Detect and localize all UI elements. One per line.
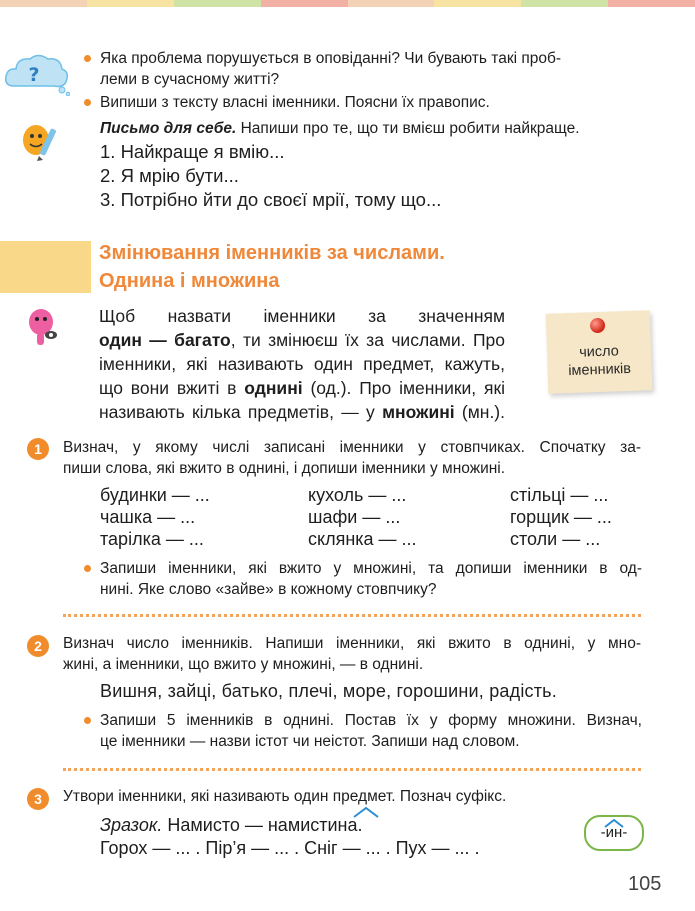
top-color-stripe	[0, 0, 695, 7]
discussion-question	[84, 48, 642, 90]
subtask-line: нині. Яке слово «зайве» в кожному стовпчику?	[100, 581, 437, 598]
rule-text: (мн.).	[454, 402, 506, 422]
sticky-line: число	[578, 343, 620, 361]
rule-line	[99, 352, 505, 376]
word-item: столи — ...	[510, 529, 601, 549]
stripe-segment	[521, 0, 608, 7]
rule-paragraph	[99, 304, 505, 424]
exercise-number: 2	[27, 635, 49, 657]
word-column	[100, 484, 210, 550]
question-cloud-icon	[4, 52, 70, 96]
sticky-note-label	[547, 341, 652, 381]
rule-bold: однині	[244, 378, 303, 398]
exercise-line: пиши слова, які вжито в однині, і допиши іменники у множині.	[63, 460, 506, 477]
exercise-number: 3	[27, 788, 49, 810]
task-text: Випиши з тексту власні іменники. Поясни їх правопис.	[100, 94, 490, 111]
list-item: 2. Я мрію бути...	[100, 165, 239, 186]
stripe-segment	[87, 0, 174, 7]
word-column	[510, 484, 612, 550]
exercise-line: Визнач, у якому числі записані іменники у стовпчиках. Спочатку за-	[63, 439, 641, 456]
word-item: горщик — ...	[510, 507, 612, 527]
word-item: шафи — ...	[308, 507, 401, 527]
sticky-note	[546, 310, 653, 394]
bullet-icon	[84, 565, 91, 572]
pink-mascot-icon	[26, 307, 62, 349]
stripe-segment	[261, 0, 348, 7]
suffix-mark-icon	[351, 806, 381, 818]
proper-nouns-task	[84, 92, 642, 113]
suffix-badge	[584, 815, 644, 851]
section-title-line: Однина і множина	[99, 270, 280, 292]
stripe-segment	[348, 0, 435, 7]
exercise-2-text	[63, 633, 641, 675]
exercise-line: жині, а іменники, що вжито у множині, — в однині.	[63, 656, 424, 673]
writing-title: Письмо для себе.	[100, 120, 237, 137]
rule-text: що вони вжиті в	[99, 378, 245, 398]
rule-text: іменники, які називають один предмет, кажуть,	[99, 354, 505, 374]
svg-text:?: ?	[28, 64, 40, 86]
rule-bold: множині	[382, 402, 455, 422]
word-list: Вишня, зайці, батько, плечі, море, горошини, радість.	[100, 681, 557, 701]
bullet-icon	[84, 717, 91, 724]
page-number: 105	[628, 873, 662, 895]
writing-task	[100, 118, 645, 139]
writing-task-text: Напиши про те, що ти вмієш робити найкраще.	[240, 120, 580, 137]
subtask-line: це іменники — назви істот чи неістот. Запиши над словом.	[100, 733, 520, 750]
dotted-divider	[63, 768, 641, 771]
exercise-1-subtask	[84, 558, 642, 600]
example-line	[100, 814, 363, 836]
question-line: Яка проблема порушується в оповіданні? Чи бувають такі проб-	[100, 50, 562, 67]
stripe-segment	[174, 0, 261, 7]
section-band	[0, 241, 91, 293]
example-text: Намисто — намистина.	[167, 815, 363, 835]
rule-line	[99, 304, 505, 328]
pencil-mascot-icon	[21, 120, 63, 162]
exercise-3-task-line: Горох — ... . Пір’я — ... . Сніг — ... . Пух — ... .	[100, 838, 480, 858]
rule-line	[99, 400, 505, 424]
rule-text: називають кілька предметів, — у	[99, 402, 383, 422]
example-label: Зразок.	[100, 815, 163, 835]
sticky-line: іменників	[568, 360, 632, 380]
exercise-1-text	[63, 437, 641, 479]
subtask-line: Запиши іменники, які вжито у множині, та допиши іменники в од-	[100, 560, 642, 577]
bullet-icon	[84, 99, 91, 106]
rule-text: (од.). Про іменники, які	[302, 378, 505, 398]
word-item: будинки — ...	[100, 485, 210, 505]
stripe-segment	[434, 0, 521, 7]
rule-line	[99, 328, 505, 352]
word-item: кухоль — ...	[308, 485, 407, 505]
rule-bold: один — багато	[99, 330, 231, 350]
list-item: 3. Потрібно йти до своєї мрії, тому що...	[100, 189, 442, 210]
rule-line	[99, 376, 505, 400]
stripe-segment	[0, 0, 87, 7]
word-item: стільці — ...	[510, 485, 609, 505]
pin-icon	[590, 318, 606, 334]
word-item: чашка — ...	[100, 507, 196, 527]
word-item: тарілка — ...	[100, 529, 204, 549]
rule-text: Щоб назвати іменники за значенням	[99, 306, 505, 326]
word-item: склянка — ...	[308, 529, 417, 549]
rule-text: , ти змінюєш їх за числами. Про	[230, 330, 505, 350]
exercise-3-text: Утвори іменники, які називають один предмет. Познач суфікс.	[63, 788, 507, 805]
list-item: 1. Найкраще я вмію...	[100, 141, 285, 162]
stripe-segment	[608, 0, 695, 7]
subtask-line: Запиши 5 іменників в однині. Постав їх у форму множини. Визнач,	[100, 712, 642, 729]
exercise-2-subtask	[84, 710, 642, 752]
section-title-line: Змінювання іменників за числами.	[99, 242, 445, 264]
suffix-text: -ин-	[600, 824, 628, 841]
bullet-icon	[84, 55, 91, 62]
word-column	[308, 484, 417, 550]
dotted-divider	[63, 614, 641, 617]
section-title	[99, 239, 445, 295]
exercise-number: 1	[27, 438, 49, 460]
numbered-list	[100, 140, 441, 212]
exercise-line: Визнач число іменників. Напиши іменники, які вжито в однині, у мно-	[63, 635, 641, 652]
question-line: леми в сучасному житті?	[100, 71, 280, 88]
